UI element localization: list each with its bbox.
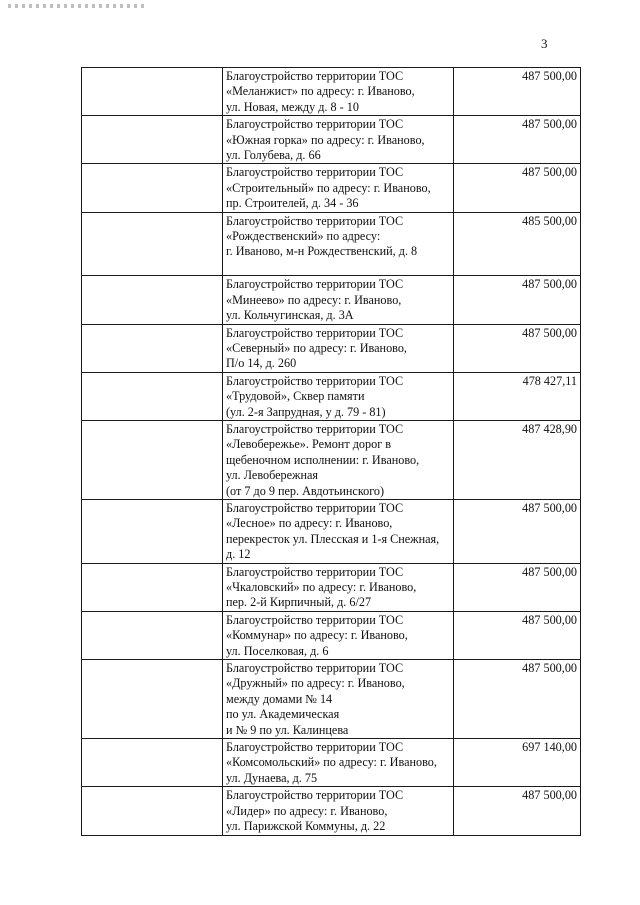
description-line: «Левобережье». Ремонт дорог в [226,437,391,452]
description-line: Благоустройство территории ТОС [226,117,404,132]
row-description-cell [223,611,454,659]
description-line: Благоустройство территории ТОС [226,373,404,388]
description-line: г. Иваново, м-н Рождественский, д. 8 [226,244,418,259]
row-description-cell [223,787,454,835]
description-line: ул. Левобережная [226,468,319,483]
row-amount-cell: 487 500,00 [454,324,581,372]
description-line: «Лидер» по адресу: г. Иваново, [226,803,388,818]
description-line: Благоустройство территории ТОС [226,500,404,515]
page-number: 3 [541,36,548,51]
row-number-cell [82,164,223,212]
row-amount-cell: 487 500,00 [454,563,581,611]
description-line: Благоустройство территории ТОС [226,740,404,755]
scan-artifact [8,4,148,8]
description-line: пер. 2-й Кирпичный, д. 6/27 [226,595,372,610]
table-row [82,787,581,835]
description-line: «Минеево» по адресу: г. Иваново, [226,292,402,307]
row-amount-cell: 485 500,00 [454,212,581,276]
description-line: Благоустройство территории ТОС [226,325,404,340]
table-row [82,116,581,164]
row-amount-cell: 478 427,11 [454,372,581,420]
funding-table [81,67,581,836]
description-line: ул. Дунаева, д. 75 [226,770,318,785]
row-amount-cell: 487 500,00 [454,276,581,324]
description-line: «Комсомольский» по адресу: г. Иваново, [226,755,437,770]
table-row [82,660,581,739]
row-amount-cell: 487 500,00 [454,164,581,212]
row-number-cell [82,739,223,787]
description-line: П/о 14, д. 260 [226,356,297,371]
description-line: (ул. 2-я Запрудная, у д. 79 - 81) [226,404,386,419]
row-description-cell [223,116,454,164]
description-line: «Чкаловский» по адресу: г. Иваново, [226,580,417,594]
table-row [82,611,581,659]
table-row [82,420,581,499]
table-row [82,324,581,372]
row-description-cell [223,164,454,212]
description-line: Благоустройство территории ТОС [226,661,404,676]
table-row [82,164,581,212]
row-description-cell [223,212,454,276]
table-body [82,68,581,836]
row-description-cell [223,499,454,563]
description-line: «Северный» по адресу: г. Иваново, [226,340,407,355]
row-amount-cell: 487 500,00 [454,499,581,563]
table-row [82,739,581,787]
description-line: Благоустройство территории ТОС [226,612,404,627]
description-line: Благоустройство территории ТОС [226,69,404,83]
table-row [82,499,581,563]
description-line: (от 7 до 9 пер. Авдотьинского) [226,483,385,498]
description-line: ул. Голубева, д. 66 [226,148,321,163]
row-description-cell [223,660,454,739]
row-number-cell [82,276,223,324]
table-row [82,276,581,324]
description-line: Благоустройство территории ТОС [226,564,404,579]
table-row [82,212,581,276]
row-number-cell [82,324,223,372]
description-line: «Меланжист» по адресу: г. Иваново, [226,84,415,99]
row-description-cell [223,68,454,116]
row-number-cell [82,499,223,563]
row-amount-cell: 487 428,90 [454,420,581,499]
description-line: по ул. Академическая [226,707,340,722]
description-line: «Дружный» по адресу: г. Иваново, [226,676,405,691]
description-line: Благоустройство территории ТОС [226,277,404,292]
row-description-cell [223,739,454,787]
row-number-cell [82,660,223,739]
row-amount-cell: 697 140,00 [454,739,581,787]
description-line: перекресток ул. Плесская и 1-я Снежная, [226,531,440,546]
row-number-cell [82,611,223,659]
description-line: «Строительный» по адресу: г. Иваново, [226,180,431,195]
description-line: «Коммунар» по адресу: г. Иваново, [226,628,408,643]
row-description-cell [223,372,454,420]
description-line: д. 12 [226,547,251,562]
description-line: Благоустройство территории ТОС [226,788,404,803]
row-number-cell [82,420,223,499]
description-line: «Лесное» по адресу: г. Иваново, [226,516,393,531]
description-line: Благоустройство территории ТОС [226,165,404,180]
row-number-cell [82,68,223,116]
table-row [82,68,581,116]
description-line [226,260,450,275]
description-line: и № 9 по ул. Калинцева [226,722,349,737]
description-line: «Рождественский» по адресу: [226,229,381,244]
table-row [82,563,581,611]
row-amount-cell: 487 500,00 [454,68,581,116]
description-line: ул. Кольчугинская, д. 3А [226,308,354,323]
description-line: «Южная горка» по адресу: г. Иваново, [226,132,425,147]
row-number-cell [82,116,223,164]
row-amount-cell: 487 500,00 [454,116,581,164]
row-description-cell [223,563,454,611]
description-line: Благоустройство территории ТОС [226,213,404,228]
row-number-cell [82,372,223,420]
row-description-cell [223,324,454,372]
description-line: ул. Новая, между д. 8 - 10 [226,99,359,114]
description-line: ул. Парижской Коммуны, д. 22 [226,819,386,834]
row-number-cell [82,787,223,835]
row-amount-cell: 487 500,00 [454,660,581,739]
row-amount-cell: 487 500,00 [454,787,581,835]
row-number-cell [82,563,223,611]
description-line: щебеночном исполнении: г. Иваново, [226,452,420,467]
table-row [82,372,581,420]
description-line: Благоустройство территории ТОС [226,421,404,436]
description-line: ул. Поселковая, д. 6 [226,643,329,658]
row-description-cell [223,276,454,324]
description-line: «Трудовой», Сквер памяти [226,389,365,404]
description-line: пр. Строителей, д. 34 - 36 [226,196,359,211]
row-amount-cell: 487 500,00 [454,611,581,659]
row-description-cell [223,420,454,499]
description-line: между домами № 14 [226,691,333,706]
row-number-cell [82,212,223,276]
